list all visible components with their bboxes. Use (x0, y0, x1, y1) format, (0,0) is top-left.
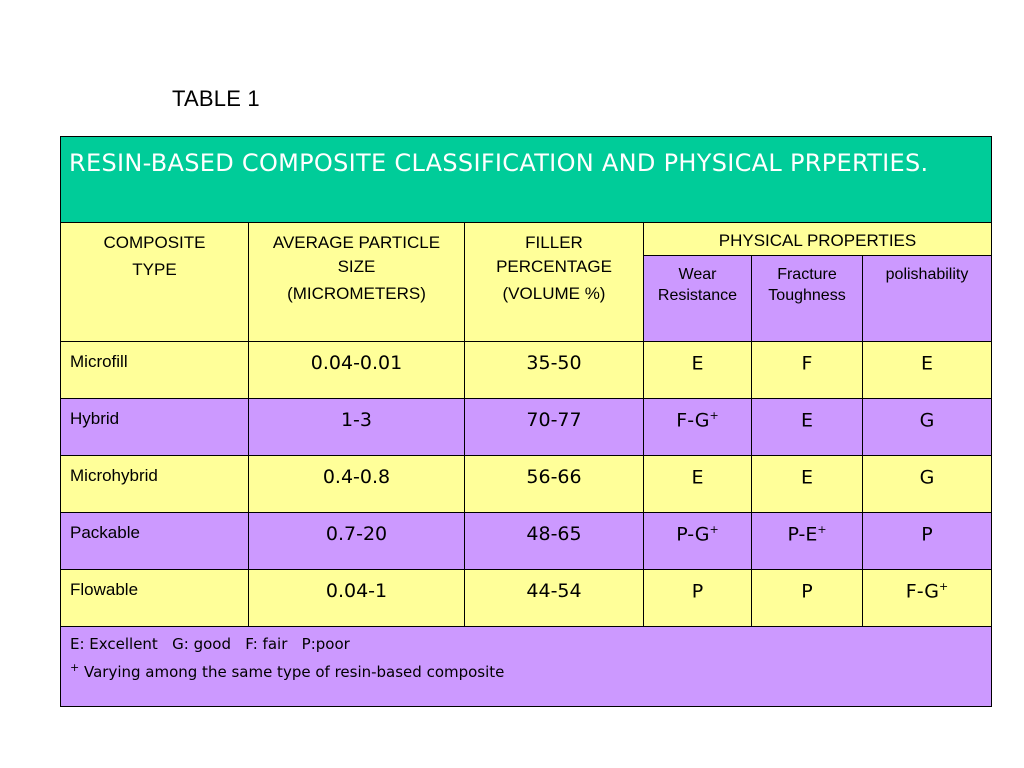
row-polish: E (863, 342, 992, 399)
table-caption: TABLE 1 (172, 86, 260, 111)
header-filler-line1: FILLER PERCENTAGE (496, 233, 612, 276)
header-filler-line2: (VOLUME %) (502, 284, 606, 303)
header-composite-type (61, 223, 249, 342)
header-particle-size-line2: (MICROMETERS) (287, 284, 426, 303)
header-particle-size (249, 223, 465, 342)
table-row (61, 570, 992, 627)
composite-classification-table (60, 136, 992, 707)
table-title: RESIN-BASED COMPOSITE CLASSIFICATION AND PHYSICAL PRPERTIES. (61, 137, 992, 223)
row-wear: P-G+ (644, 513, 752, 570)
row-type: Microfill (61, 342, 249, 399)
header-filler-percentage (465, 223, 644, 342)
header-physical-properties: PHYSICAL PROPERTIES (644, 223, 992, 256)
table-row (61, 456, 992, 513)
header-wear-resistance: Wear Resistance (644, 256, 752, 342)
row-particle-size: 0.7-20 (249, 513, 465, 570)
row-particle-size: 0.4-0.8 (249, 456, 465, 513)
row-particle-size: 1-3 (249, 399, 465, 456)
table-row (61, 399, 992, 456)
header-composite-type-line2: TYPE (132, 260, 177, 279)
row-fracture: E (752, 399, 863, 456)
row-filler: 35-50 (465, 342, 644, 399)
table-row (61, 513, 992, 570)
legend-grades: E: Excellent G: good F: fair P:poor (70, 635, 350, 653)
row-fracture: P (752, 570, 863, 627)
header-composite-type-line1: COMPOSITE (103, 233, 206, 252)
legend-footnote: + Varying among the same type of resin-based composite (70, 661, 505, 681)
row-type: Microhybrid (61, 456, 249, 513)
row-wear: E (644, 456, 752, 513)
header-particle-size-line1: AVERAGE PARTICLE SIZE (272, 233, 441, 276)
table-row (61, 342, 992, 399)
row-filler: 56-66 (465, 456, 644, 513)
row-polish: P (863, 513, 992, 570)
row-polish: G (863, 456, 992, 513)
row-wear: P (644, 570, 752, 627)
row-filler: 70-77 (465, 399, 644, 456)
row-filler: 48-65 (465, 513, 644, 570)
row-wear: E (644, 342, 752, 399)
row-type: Flowable (61, 570, 249, 627)
table-legend (61, 627, 992, 707)
row-filler: 44-54 (465, 570, 644, 627)
header-polishability: polishability (863, 256, 992, 342)
row-fracture: P-E+ (752, 513, 863, 570)
row-fracture: E (752, 456, 863, 513)
header-fracture-toughness: Fracture Toughness (752, 256, 863, 342)
row-wear: F-G+ (644, 399, 752, 456)
row-type: Packable (61, 513, 249, 570)
row-particle-size: 0.04-0.01 (249, 342, 465, 399)
row-polish: G (863, 399, 992, 456)
row-polish: F-G+ (863, 570, 992, 627)
row-particle-size: 0.04-1 (249, 570, 465, 627)
row-type: Hybrid (61, 399, 249, 456)
row-fracture: F (752, 342, 863, 399)
